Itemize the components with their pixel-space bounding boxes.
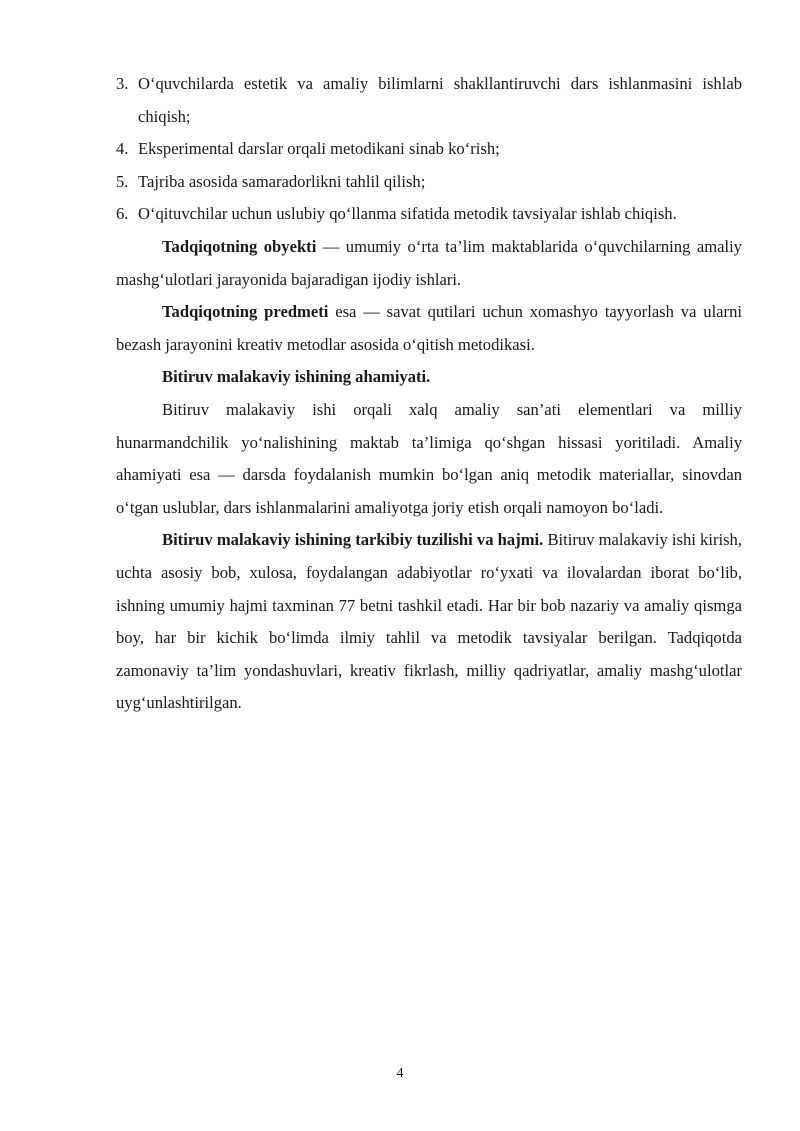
- list-item-number: 6.: [116, 204, 129, 224]
- research-object-text: — umumiy o‘rta ta’lim maktablarida o‘quvchilarning amaliy mashg‘ulotlari jarayonida bajaradigan ijodiy ishlari.: [116, 236, 742, 289]
- list-item: [116, 166, 742, 199]
- task-list: [116, 68, 742, 231]
- list-item-number: 5.: [116, 171, 129, 191]
- research-object-paragraph: [116, 231, 742, 296]
- list-item-number: 4.: [116, 139, 129, 159]
- list-item-text: Tajriba asosida samaradorlikni tahlil qilish;: [138, 171, 426, 191]
- importance-paragraph: Bitiruv malakaviy ishi orqali xalq amaliy san’ati elementlari va milliy hunarmandchilik yo‘nalishining maktab ta’limiga qo‘shgan hissasi yoritiladi. Amaliy ahamiyati esa — darsda foydalanish mumkin bo‘lgan aniq metodik materiallar, sinovdan o‘tgan uslublar, dars ishlanmalarini amaliyotga joriy etish orqali namoyon bo‘ladi.: [116, 399, 742, 517]
- list-item-text: O‘quvchilarda estetik va amaliy bilimlarni shakllantiruvchi dars ishlanmasini ishlab chiqish;: [138, 74, 742, 126]
- research-subject-label: Tadqiqotning predmeti: [162, 302, 329, 322]
- structure-text: Bitiruv malakaviy ishi kirish, uchta asosiy bob, xulosa, foydalangan adabiyotlar ro‘yxati va ilovalardan iborat bo‘lib, ishning umumiy hajmi taxminan 77 betni tashkil etadi. Har bir bob nazariy va amaliy qismga boy, har bir kichik bo‘limda ilmiy tahlil va metodik tavsiyalar berilgan. Tadqiqotda zamonaviy ta’lim yondashuvlari, kreativ fikrlash, milliy qadriyatlar, amaliy mashg‘ulotlar uyg‘unlashtirilgan.: [116, 530, 742, 713]
- list-item-text: Eksperimental darslar orqali metodikani sinab ko‘rish;: [138, 139, 500, 159]
- list-item: [116, 133, 742, 166]
- list-item: [116, 198, 742, 231]
- research-subject-paragraph: [116, 296, 742, 361]
- research-object-label: Tadqiqotning obyekti: [162, 236, 317, 256]
- list-item-number: 3.: [116, 74, 129, 93]
- structure-paragraph: [116, 524, 742, 720]
- list-item: [116, 68, 742, 133]
- list-item-text: O‘qituvchilar uchun uslubiy qo‘llanma sifatida metodik tavsiyalar ishlab chiqish.: [138, 204, 677, 224]
- importance-heading: Bitiruv malakaviy ishining ahamiyati.: [162, 367, 431, 387]
- structure-label: Bitiruv malakaviy ishining tarkibiy tuzilishi va hajmi.: [162, 530, 544, 550]
- page-content: [116, 68, 742, 720]
- page-number: 4: [396, 1066, 404, 1081]
- research-subject-text: esa — savat qutilari uchun xomashyo tayyorlash va ularni bezash jarayonini kreativ metodlar asosida o‘qitish metodikasi.: [116, 302, 742, 354]
